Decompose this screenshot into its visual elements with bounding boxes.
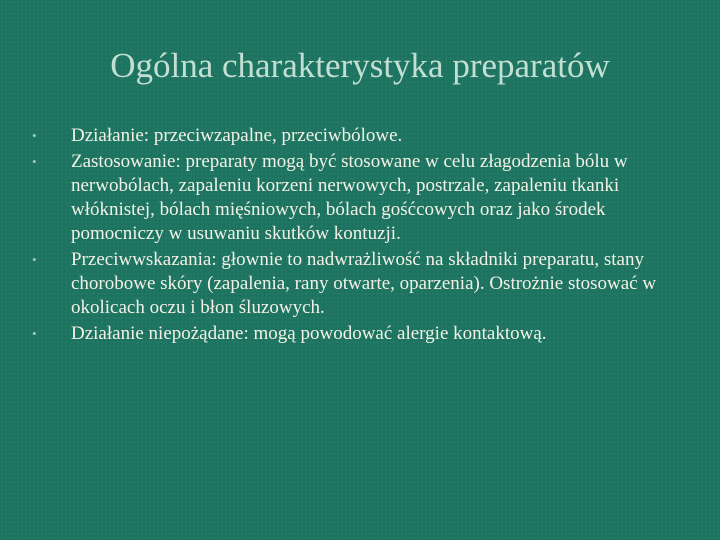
bullet-dot-icon: • (32, 326, 37, 341)
bullet-list (30, 124, 690, 348)
slide-title: Ogólna charakterystyka preparatów (110, 46, 610, 85)
bullet-dot-icon: • (32, 128, 37, 143)
bullet-item-contraindications (30, 248, 690, 320)
bullet-dot-icon: • (32, 252, 37, 267)
bullet-text: Działanie niepożądane: mogą powodować alergie kontaktową. (71, 323, 547, 344)
bullet-text: Przeciwwskazania: głownie to nadwrażliwość na składniki preparatu, stany chorobowe skóry (zapalenia, rany otwarte, oparzenia). Ostrożnie stosować w okolicach oczu i błon śluzowych. (71, 249, 657, 318)
bullet-item-side-effects (30, 322, 690, 346)
bullet-item-usage (30, 150, 690, 246)
bullet-text: Działanie: przeciwzapalne, przeciwbólowe. (71, 125, 403, 146)
bullet-text: Zastosowanie: preparaty mogą być stosowane w celu złagodzenia bólu w nerwobólach, zapaleniu korzeni nerwowych, postrzale, zapaleniu tkanki włóknistej, bólach mięśniowych, bólach gośćcowych oraz jako środek pomocniczy w usuwaniu skutków kontuzji. (71, 151, 628, 244)
bullet-item-action (30, 124, 690, 148)
bullet-dot-icon: • (32, 154, 37, 169)
